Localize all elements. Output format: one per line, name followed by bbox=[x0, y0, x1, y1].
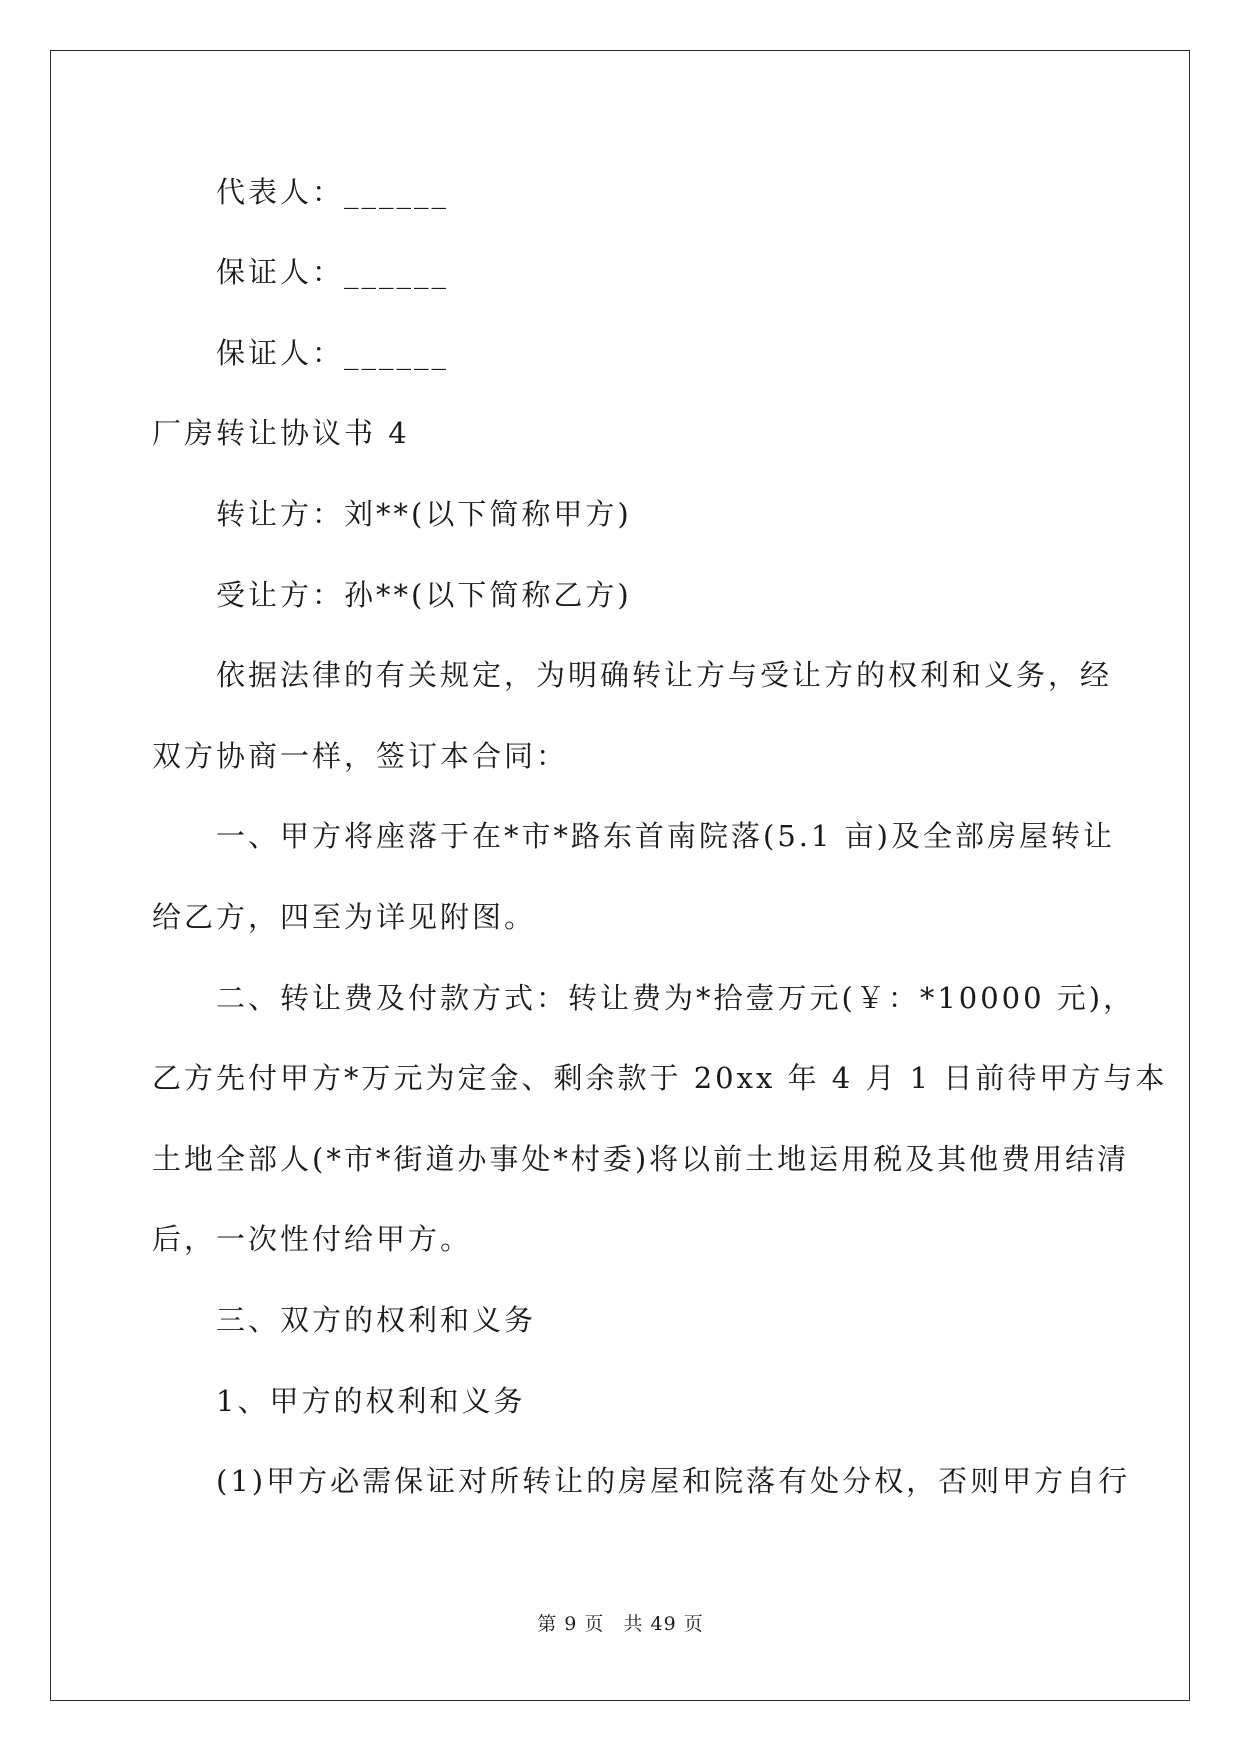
guarantor-line-1: 保证人：______ bbox=[216, 255, 450, 289]
transferor-line: 转让方：刘**(以下简称甲方) bbox=[216, 497, 632, 531]
clause-heading: 三、双方的权利和义务 bbox=[216, 1303, 537, 1337]
page-footer bbox=[0, 1612, 1241, 1636]
representative-line: 代表人：______ bbox=[216, 175, 450, 209]
paragraph-line: 依据法律的有关规定，为明确转让方与受让方的权利和义务，经 bbox=[216, 658, 1113, 692]
section-title: 厂房转让协议书 4 bbox=[152, 416, 410, 450]
transferee-line: 受让方：孙**(以下简称乙方) bbox=[216, 578, 632, 612]
guarantor-line-2: 保证人：______ bbox=[216, 336, 450, 370]
paragraph-line: (1)甲方必需保证对所转让的房屋和院落有处分权，否则甲方自行 bbox=[216, 1464, 1131, 1498]
paragraph-line: 二、转让费及付款方式：转让费为*拾壹万元(￥：*10000 元)， bbox=[216, 981, 1136, 1015]
sub-clause-heading: 1、甲方的权利和义务 bbox=[216, 1384, 526, 1418]
paragraph-line: 土地全部人(*市*街道办事处*村委)将以前土地运用税及其他费用结清 bbox=[152, 1142, 1130, 1176]
paragraph-line: 一、甲方将座落于在*市*路东首南院落(5.1 亩)及全部房屋转让 bbox=[216, 819, 1115, 853]
page-total: 共 49 页 bbox=[623, 1613, 704, 1635]
paragraph-line: 乙方先付甲方*万元为定金、剩余款于 20xx 年 4 月 1 日前待甲方与本 bbox=[152, 1061, 1168, 1095]
paragraph-line: 后，一次性付给甲方。 bbox=[152, 1222, 473, 1256]
paragraph-line: 给乙方，四至为详见附图。 bbox=[152, 900, 537, 934]
page-border bbox=[50, 50, 1190, 1701]
paragraph-line: 双方协商一样，签订本合同： bbox=[152, 739, 569, 773]
page-number: 第 9 页 bbox=[537, 1613, 605, 1635]
